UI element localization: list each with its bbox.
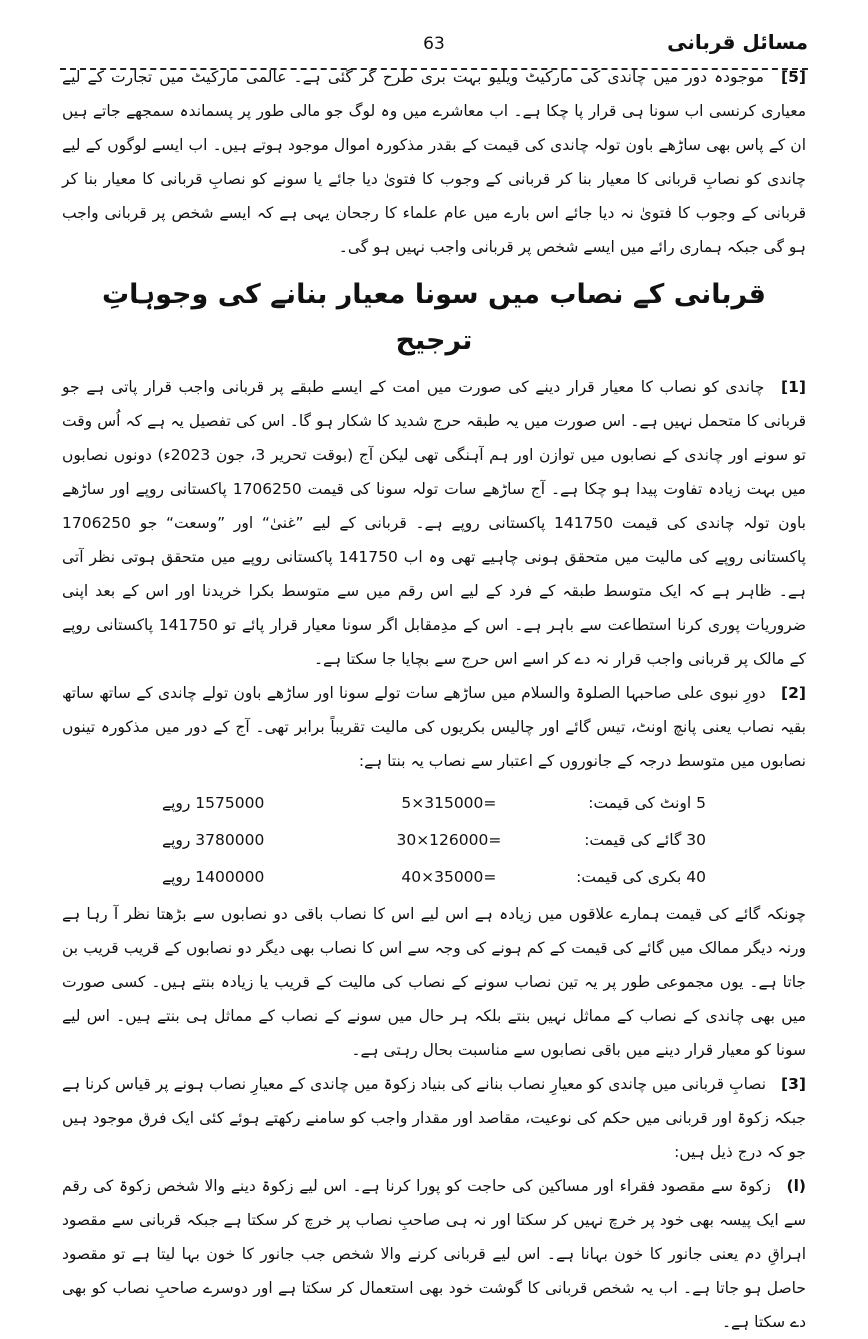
paragraph-text: چاندی کو نصاب کا معیار قرار دینے کی صورت میں امت کے ایسے طبقے پر قربانی واجب قرار پاتی ہے جو قربانی کا متحمل نہیں ہے۔ اس صورت میں یہ طبقہ حرج شدید کا شکار ہو گا۔ اس کی تفصیل یہ ہے کہ اُس وقت تو سونے اور چاندی کے نصابوں میں توازن اور ہم آہنگی تھی لیکن آج (بوقت تحریر 3، جون 2023ء) دونوں نصابوں میں بہت زیادہ تفاوت پیدا ہو چکا ہے۔ آج ساڑھے سات تولہ سونا کی قیمت 1706250 پاکستانی روپے اور ساڑھے باون تولہ چاندی کی قیمت 141750 پاکستانی روپے ہے۔ قربانی کے لیے ”غنیٰ“ اور ”وسعت“ جو 1706250 پاکستانی روپے کی مالیت میں متحقق ہونی چاہیے تھی وہ اب 141750 پاکستانی روپے میں متحقق ہوتی نظر آتی ہے۔ ظاہر ہے کہ ایک متوسط طبقہ کے فرد کے لیے اس رقم میں سے متوسط بکرا خریدنا اور اس کے بعد اپنی ضروریات پوری کرنا استطاعت سے باہر ہے۔ اس کے مدِمقابل اگر سونا معیار قرار پائے تو 141750 پاکستانی روپے کے مالک پر قربانی واجب قرار نہ دے کر اسے اس حرج سے بچایا جا سکتا ہے۔ — [62, 378, 806, 668]
paragraph-alif — [62, 1169, 806, 1339]
paragraph-3 — [62, 1067, 806, 1169]
nisab-price-table — [154, 784, 714, 895]
row-total: 1575000 روپے — [162, 793, 265, 812]
table-row — [154, 858, 714, 895]
paragraph-number: [3] — [781, 1075, 806, 1093]
page-body — [62, 60, 806, 1339]
row-total: 3780000 روپے — [162, 830, 265, 849]
row-calculation: 30×126000= — [396, 830, 502, 849]
paragraph-after-table: چونکہ گائے کی قیمت ہمارے علاقوں میں زیادہ ہے اس لیے اس کا نصاب باقی دو نصابوں سے بڑھتا نظر آ رہا ہے ورنہ دیگر ممالک میں گائے کی قیمت کے کم ہونے کی وجہ سے اس کا نصاب بھی دیگر دو نصابوں کے قریب قریب بن جاتا ہے۔ یوں مجموعی طور پر یہ تین نصاب سونے کے نصاب کی مالیت کے قریب یا زیادہ بنتے ہیں۔ کسی صورت میں بھی چاندی کے نصاب کے مماثل نہیں بنتے بلکہ ہر حال میں سونے کے نصاب کے مماثل ہی بنتے ہیں۔ اس لیے سونا کو معیار قرار دینے میں باقی نصابوں سے مناسبت بحال رہتی ہے۔ — [62, 905, 806, 1059]
page-number: 63 — [423, 34, 445, 54]
section-heading: قربانی کے نصاب میں سونا معیار بنانے کی وجوہاتِ ترجیح — [102, 279, 766, 356]
row-calculation: 5×315000= — [401, 793, 497, 812]
paragraph-2 — [62, 676, 806, 778]
paragraph-text: نصابِ قربانی میں چاندی کو معیارِ نصاب بنانے کی بنیاد زکوۃ میں چاندی کے معیارِ نصاب ہونے پر قیاس کرنا ہے جبکہ زکوۃ اور قربانی میں حکم کی نوعیت، مقاصد اور مقدار واجب کو سامنے رکھتے ہوئے کئی ایک فرق موجود ہیں جو کہ درج ذیل ہیں: — [62, 1075, 806, 1161]
row-calculation: 40×35000= — [401, 867, 497, 886]
paragraph-number: [1] — [781, 378, 806, 396]
table-row — [154, 784, 714, 821]
paragraph-number: (ا) — [786, 1177, 806, 1195]
paragraph-number: [5] — [781, 68, 806, 86]
paragraph-number: [2] — [781, 684, 806, 702]
row-label: 30 گائے کی قیمت: — [584, 830, 706, 849]
paragraph-1 — [62, 370, 806, 676]
paragraph-text: زکوۃ سے مقصود فقراء اور مساکین کی حاجت کو پورا کرنا ہے۔ اس لیے زکوۃ دینے والا شخص زکوۃ کی رقم سے ایک پیسہ بھی خود پر خرچ نہیں کر سکتا اور نہ ہی صاحبِ نصاب پر خرچ کر سکتا ہے جبکہ قربانی سے مقصود اہراقِ دم یعنی جانور کا خون بہانا ہے۔ اس لیے قربانی کرنے والا شخص جب جانور کا خون بہا لیتا ہے تو مقصود حاصل ہو جاتا ہے۔ اب یہ شخص قربانی کا گوشت خود بھی استعمال کر سکتا ہے اور دوسرے صاحبِ نصاب کو بھی دے سکتا ہے۔ — [62, 1177, 806, 1331]
table-row — [154, 821, 714, 858]
paragraph-5 — [62, 60, 806, 264]
paragraph-text: دورِ نبوی علی صاحبہا الصلوۃ والسلام میں ساڑھے سات تولے سونا اور ساڑھے باون تولے چاندی کے ساتھ ساتھ بقیہ نصاب یعنی پانچ اونٹ، تیس گائے اور چالیس بکریوں کی مالیت تقریباً برابر تھی۔ آج کے دور میں مذکورہ تینوں نصابوں میں متوسط درجہ کے جانوروں کے اعتبار سے نصاب یہ بنتا ہے: — [62, 684, 806, 770]
row-label: 40 بکری کی قیمت: — [576, 867, 706, 886]
running-title: مسائل قربانی — [667, 30, 808, 54]
row-total: 1400000 روپے — [162, 867, 265, 886]
row-label: 5 اونٹ کی قیمت: — [588, 793, 706, 812]
paragraph-text: موجودہ دور میں چاندی کی مارکیٹ ویلیو بہت بری طرح گر گئی ہے۔ عالمی مارکیٹ میں تجارت کے لیے معیاری کرنسی اب سونا ہی قرار پا چکا ہے۔ اب معاشرے میں وہ لوگ جو مالی طور پر پسماندہ سمجھے جاتے ہیں ان کے پاس بھی ساڑھے باون تولہ چاندی کی قیمت کے بقدر مذکورہ اموال موجود ہوتے ہیں۔ اب ایسے لوگوں کے لیے چاندی کو نصابِ قربانی کا معیار بنا کر قربانی کے وجوب کا فتویٰ دیا جائے یا سونے کو نصابِ قربانی کا معیار بنا کر قربانی کے وجوب کا فتویٰ نہ دیا جائے اس بارے میں عام علماء کا رجحان یہی ہے کہ ایسے شخص پر قربانی واجب ہو گی جبکہ ہماری رائے میں ایسے شخص پر قربانی واجب نہیں ہو گی۔ — [62, 68, 806, 256]
